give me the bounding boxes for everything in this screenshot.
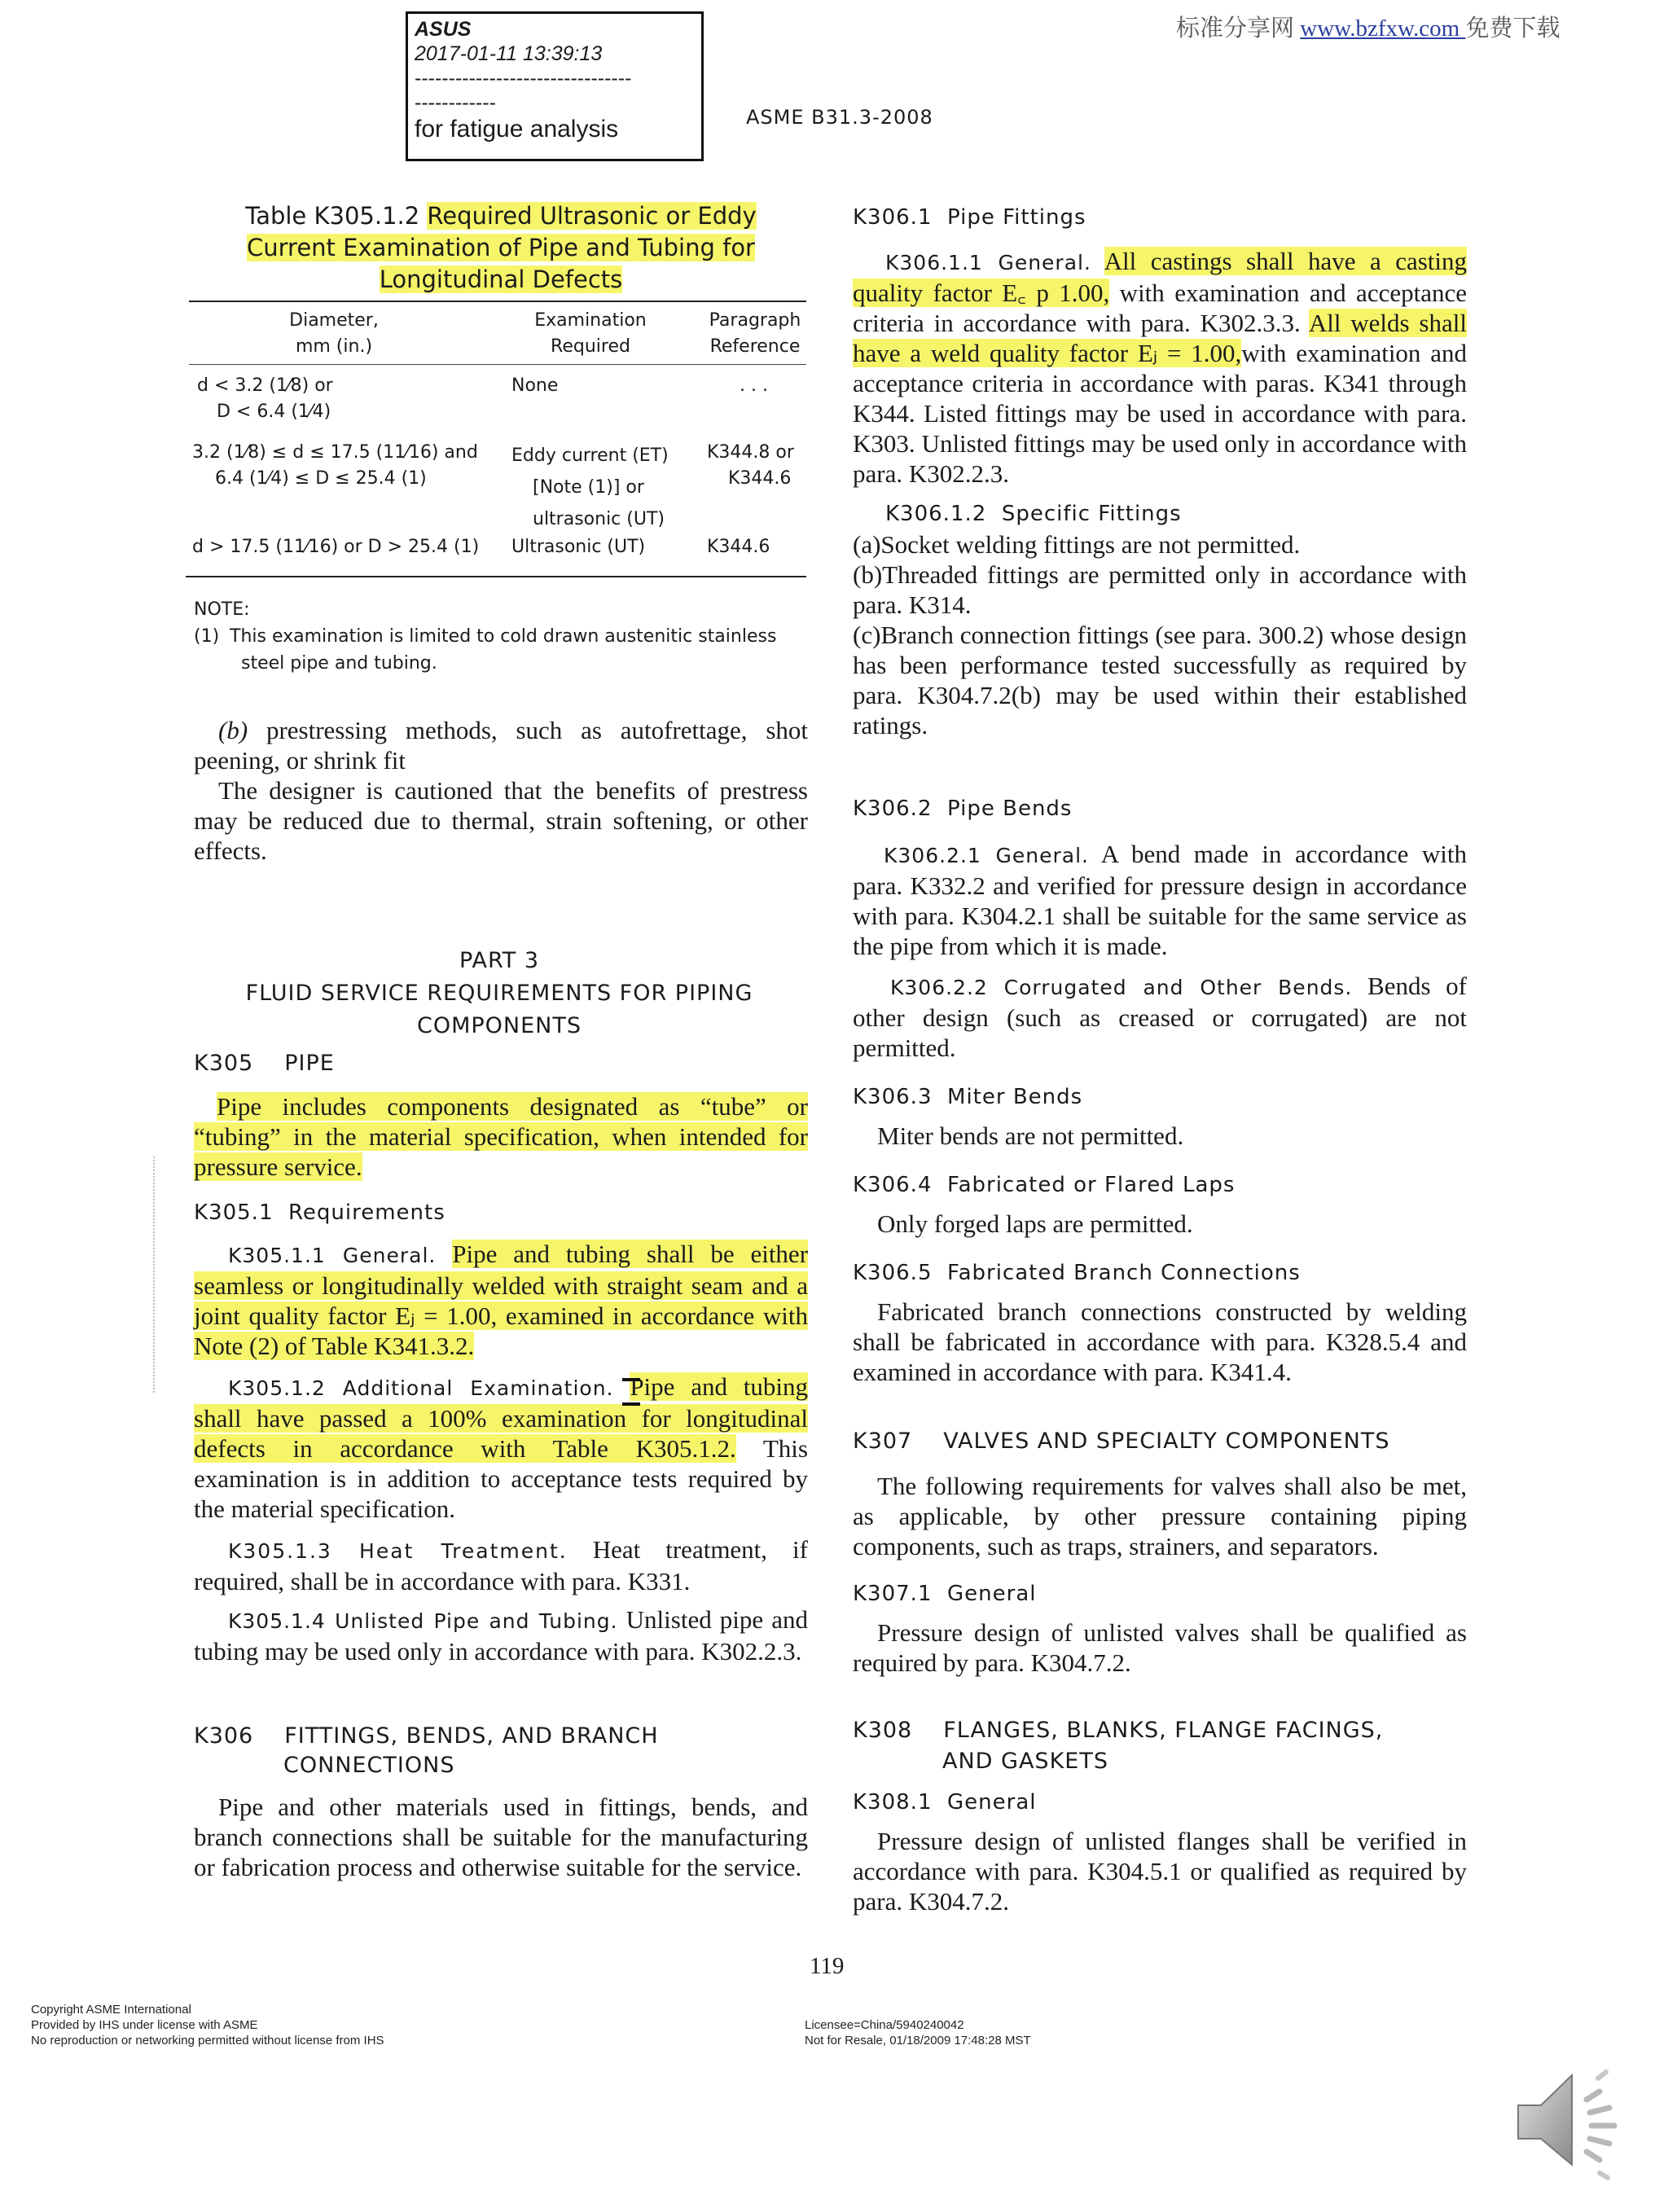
highlighted-text: Pipe includes components designated as “tube” or “tubing” in the material specification, when intended for pressure service. <box>194 1092 808 1181</box>
col-header: Examination <box>534 310 647 331</box>
footer-line: Not for Resale, 01/18/2009 17:48:28 MST <box>805 2034 1031 2047</box>
paragraph-label: K305.1.1 General. <box>228 1244 437 1267</box>
table-cell <box>511 440 669 535</box>
subsection-heading-k3051: K305.1 Requirements <box>194 1200 446 1225</box>
list-item: (a)Socket welding fittings are not permitted. <box>853 530 1301 559</box>
subsection-heading-k3064: K306.4 Fabricated or Flared Laps <box>853 1173 1236 1197</box>
col-header: Required <box>551 336 630 357</box>
paragraph-label: K306.1.1 General. <box>885 251 1091 274</box>
table-cell: Ultrasonic (UT) <box>511 537 646 557</box>
stamp-datetime: 2017-01-11 13:39:13 <box>415 42 603 65</box>
section-title: FITTINGS, BENDS, AND BRANCH <box>284 1723 659 1749</box>
footer-line: Licensee=China/5940240042 <box>805 2018 964 2032</box>
note-text: steel pipe and tubing. <box>241 653 437 674</box>
highlighted-text: All welds shall have a weld quality factor Eⱼ = 1.00, <box>853 309 1467 367</box>
paragraph-k30512 <box>194 1372 808 1524</box>
text-cursor-mark <box>622 1378 640 1406</box>
table-header-diameter <box>244 308 424 360</box>
paragraph-k3063: Miter bends are not permitted. <box>877 1121 1184 1150</box>
list-item: (c)Branch connection fittings (see para. 300.2) whose design has been performance tested successfully as required by para. K304.7.2(b) may be used within their established ratings. <box>853 621 1467 740</box>
watermark-prefix: 标准分享网 <box>1176 15 1301 42</box>
watermark-url[interactable]: www.bzfxw.com <box>1300 15 1466 42</box>
footer-left <box>31 2002 384 2048</box>
speaker-icon[interactable] <box>1508 2061 1639 2183</box>
cell-text: D < 6.4 (1⁄4) <box>217 402 331 422</box>
note-number: (1) <box>194 626 220 647</box>
section-heading-k307 <box>853 1429 1390 1454</box>
table-title <box>189 200 813 296</box>
table-cell <box>192 440 478 492</box>
section-heading-k308 <box>853 1715 1383 1777</box>
watermark <box>1176 10 1560 43</box>
table-header-rule <box>189 364 806 365</box>
highlighted-text: Pipe and tubing shall be either seamless or longitudinally welded with straight seam and a joint quality factor Eⱼ = 1.00, examined in accordance with Note (2) of Table K341.3.2. <box>194 1240 809 1360</box>
footer-right <box>805 2017 1031 2048</box>
margin-dotted-line <box>153 1156 155 1393</box>
table-cell <box>707 440 794 492</box>
subsection-heading-k3081: K308.1 General <box>853 1790 1037 1815</box>
paragraph-text: Bends of other design (such as creased or corrugated) are not permitted. <box>853 972 1468 1062</box>
paragraph-label: K305.1.2 Additional Examination. <box>228 1376 614 1400</box>
section-title: PIPE <box>284 1051 335 1076</box>
section-title: AND GASKETS <box>942 1749 1108 1774</box>
cell-text: [Note (1)] or <box>533 477 644 498</box>
paragraph-k3071: Pressure design of unlisted valves shall be qualified as required by para. K304.7.2. <box>853 1618 1467 1677</box>
annotation-stamp <box>406 11 704 161</box>
paragraph-text: This examination is in addition to acceptance tests required by the material specification. <box>194 1434 808 1523</box>
paragraph-k30511 <box>194 1239 808 1361</box>
paragraph-text: with examination and acceptance criteria in accordance with para. K302.3.3. <box>853 279 1467 337</box>
paragraph-text: Unlisted pipe and tubing may be used only in accordance with para. K302.2.3. <box>194 1605 808 1666</box>
paragraph-label: K305.1.3 Heat Treatment. <box>228 1539 568 1563</box>
part-title: COMPONENTS <box>416 1013 582 1038</box>
part-title: FLUID SERVICE REQUIREMENTS FOR PIPING <box>245 981 753 1006</box>
section-heading-k306 <box>194 1722 659 1780</box>
cell-text: ultrasonic (UT) <box>533 509 665 529</box>
table-title-line2: Current Examination of Pipe and Tubing for <box>247 234 755 261</box>
paragraph-label: K306.2.1 General. <box>884 844 1089 867</box>
table-cell: d > 17.5 (11⁄16) or D > 25.4 (1) <box>192 537 480 557</box>
table-header-reference <box>702 308 808 360</box>
table-title-prefix: Table K305.1.2 <box>245 202 428 230</box>
stamp-brand: ASUS <box>415 18 472 41</box>
subsection-heading-k3065: K306.5 Fabricated Branch Connections <box>853 1261 1301 1285</box>
paragraph-label: K305.1.4 Unlisted Pipe and Tubing. <box>228 1609 618 1633</box>
paragraph-label: K306.2.2 Corrugated and Other Bends. <box>890 976 1353 999</box>
running-header: ASME B31.3-2008 <box>746 106 933 129</box>
subsection-heading-k3062: K306.2 Pipe Bends <box>853 797 1073 821</box>
paragraph-k30611 <box>853 246 1467 489</box>
table-header-exam <box>505 308 676 360</box>
section-number: K308 <box>853 1718 913 1743</box>
col-header: Reference <box>709 336 801 357</box>
footer-line: Provided by IHS under license with ASME <box>31 2018 258 2032</box>
section-title: CONNECTIONS <box>283 1753 455 1778</box>
subsection-heading-k3071: K307.1 General <box>853 1582 1037 1606</box>
cell-text: K344.8 or <box>707 442 794 463</box>
part-heading <box>187 945 811 1042</box>
subsection-heading-k30612: K306.1.2 Specific Fittings <box>885 502 1182 526</box>
item-text: prestressing methods, such as autofrettage, shot peening, or shrink fit <box>194 716 808 775</box>
note-text: This examination is limited to cold drawn austenitic stainless <box>230 626 777 647</box>
section-title: VALVES AND SPECIALTY COMPONENTS <box>943 1429 1390 1454</box>
col-header: Diameter, <box>289 310 379 331</box>
table-cell: K344.6 <box>707 537 770 557</box>
paragraph-k3065: Fabricated branch connections constructed by welding shall be fabricated in accordance with para. K328.5.4 and examined in accordance with para. K341.4. <box>853 1297 1467 1386</box>
highlighted-text: Pipe and tubing shall have passed a 100% examination for longitudinal defects in accordance with Table K305.1.2. <box>194 1372 808 1463</box>
table-title-line1: Required Ultrasonic or Eddy <box>427 202 757 230</box>
cell-text: 3.2 (1⁄8) ≤ d ≤ 17.5 (11⁄16) and <box>192 442 478 463</box>
paragraph-k30621 <box>853 839 1467 961</box>
paragraph-text: with examination and acceptance criteria in accordance with paras. K341 through K344. Listed fittings may be used in accordance with para. K303. Unlisted fittings may be used only in accordance with para. K302.2.3. <box>853 339 1467 488</box>
paragraph-k30513 <box>194 1534 808 1596</box>
stamp-dashes: -------------------------------- <box>415 67 632 90</box>
paragraph-k30514 <box>194 1604 808 1666</box>
list-item: (b)Threaded fittings are permitted only in accordance with para. K314. <box>853 560 1467 619</box>
cell-text: K344.6 <box>728 468 792 489</box>
paragraph-caution: The designer is cautioned that the benefits of prestress may be reduced due to thermal, strain softening, or other effects. <box>194 776 808 865</box>
section-title: FLANGES, BLANKS, FLANGE FACINGS, <box>943 1718 1384 1743</box>
section-heading-k305 <box>194 1051 335 1076</box>
cell-text: d < 3.2 (1⁄8) or <box>197 375 333 396</box>
cell-text: 6.4 (1⁄4) ≤ D ≤ 25.4 (1) <box>215 468 427 489</box>
paragraph-b-item <box>194 715 808 775</box>
item-label: (b) <box>218 716 248 744</box>
subsection-heading-k3063: K306.3 Miter Bends <box>853 1085 1083 1109</box>
paragraph-k30622 <box>853 971 1467 1063</box>
section-number: K307 <box>853 1429 913 1454</box>
col-header: mm (in.) <box>295 336 373 357</box>
subsection-heading-k3061: K306.1 Pipe Fittings <box>853 205 1086 230</box>
paragraph-k306: Pipe and other materials used in fittings, bends, and branch connections shall be suitable for the manufacturing or fabrication process and otherwise suitable for the service. <box>194 1793 808 1881</box>
table-title-line3: Longitudinal Defects <box>379 266 623 293</box>
table-cell: . . . <box>740 375 768 396</box>
highlighted-text: All castings shall have a casting quality factor E꜀ p 1.00, <box>853 247 1468 307</box>
section-number: K305 <box>194 1051 254 1076</box>
stamp-note: for fatigue analysis <box>415 116 619 143</box>
paragraph-k3064: Only forged laps are permitted. <box>877 1209 1193 1238</box>
table-bottom-rule <box>186 576 806 577</box>
cell-text: Eddy current (ET) <box>511 445 669 466</box>
paragraph-text: Heat treatment, if required, shall be in accordance with para. K331. <box>194 1535 808 1595</box>
stamp-dashes: ------------ <box>415 91 496 114</box>
table-top-rule <box>189 301 806 302</box>
paragraph-k307: The following requirements for valves shall also be met, as applicable, by other pressure containing piping components, such as traps, strainers, and separators. <box>853 1472 1467 1560</box>
footer-line: No reproduction or networking permitted without license from IHS <box>31 2034 384 2047</box>
table-cell: None <box>511 375 559 396</box>
page-number: 119 <box>810 1953 845 1979</box>
footer-line: Copyright ASME International <box>31 2003 191 2017</box>
col-header: Paragraph <box>709 310 801 331</box>
paragraph-k3081: Pressure design of unlisted flanges shall be verified in accordance with para. K304.5.1 or qualified as required by para. K304.7.2. <box>853 1827 1467 1916</box>
note-label: NOTE: <box>194 599 250 620</box>
paragraph-k305 <box>194 1091 808 1182</box>
list-specific-fittings <box>853 529 1467 740</box>
part-label: PART 3 <box>459 948 540 973</box>
section-number: K306 <box>194 1723 254 1749</box>
table-note <box>194 596 813 677</box>
watermark-suffix: 免费下载 <box>1465 15 1560 42</box>
table-cell <box>197 373 333 425</box>
paragraph-text: A bend made in accordance with para. K332.2 and verified for pressure design in accordance with para. K304.2.1 shall be suitable for the same service as the pipe from which it is made. <box>853 840 1468 960</box>
